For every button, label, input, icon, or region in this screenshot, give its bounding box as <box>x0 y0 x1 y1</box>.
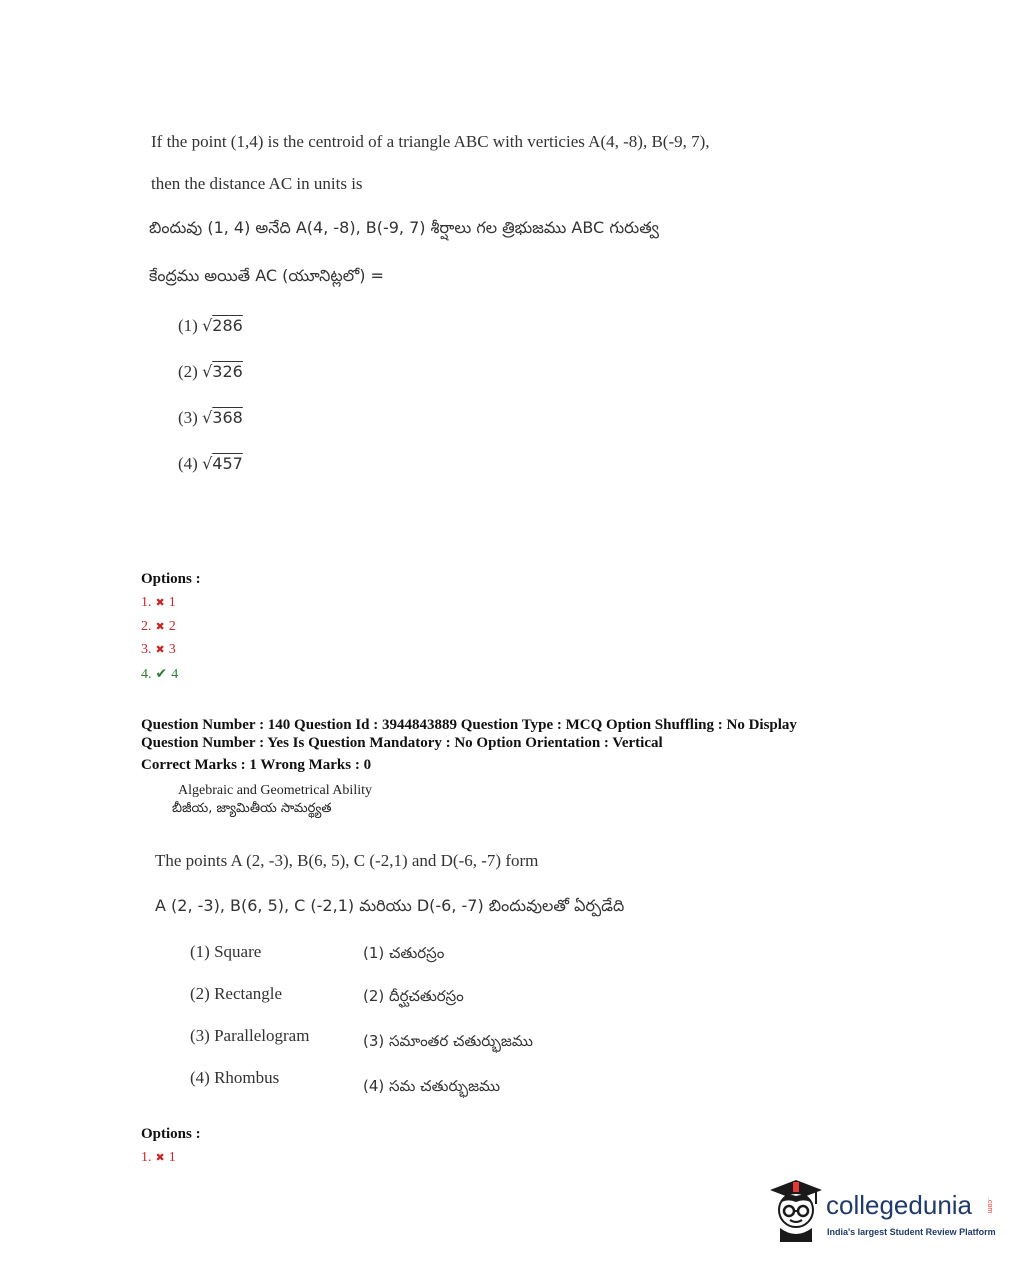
question-2-choice-4-te: (4) సమ చతుర్భుజము <box>363 1077 501 1095</box>
option-row-4: 4. ✔ 4 <box>141 666 179 682</box>
question-2-text: The points A (2, -3), B(6, 5), C (-2,1) and D(-6, -7) form <box>155 851 539 870</box>
question-2-choice-4-en: (4) Rhombus <box>190 1068 280 1087</box>
question-2-choice-3-te: (3) సమాంతర చతుర్భుజము <box>363 1032 533 1050</box>
cross-icon: ✖ <box>155 596 165 609</box>
subject-english: Algebraic and Geometrical Ability <box>178 783 372 798</box>
question-1-text-line1: If the point (1,4) is the centroid of a triangle ABC with verticies A(4, -8), B(-9, 7), <box>151 132 710 151</box>
question-marks: Correct Marks : 1 Wrong Marks : 0 <box>141 757 372 773</box>
question-1-choice-1: (1) √286 <box>178 316 243 335</box>
options-label: Options : <box>141 1126 201 1142</box>
question-2-telugu: A (2, -3), B(6, 5), C (-2,1) మరియు D(-6, -7) బిందువులతో ఏర్పడేది <box>155 896 625 915</box>
logo-domain: .com <box>986 1198 993 1214</box>
question-1-text-line2: then the distance AC in units is <box>151 174 363 193</box>
question-meta-line2: Question Number : Yes Is Question Mandatory : No Option Orientation : Vertical <box>141 735 663 751</box>
question-2-choice-2-en: (2) Rectangle <box>190 984 283 1003</box>
question-1-choice-2: (2) √326 <box>178 362 243 381</box>
option-row-1: 1. ✖ 1 <box>141 595 176 610</box>
cross-icon: ✖ <box>155 1151 165 1164</box>
check-icon: ✔ <box>155 666 168 682</box>
question-2-choice-1-en: (1) Square <box>190 942 262 961</box>
option-row-3: 3. ✖ 3 <box>141 642 176 657</box>
cross-icon: ✖ <box>155 620 165 633</box>
logo-tagline: India's largest Student Review Platform <box>827 1227 996 1237</box>
question-2-choice-1-te: (1) చతురస్రం <box>363 944 445 962</box>
option-row-1: 1. ✖ 1 <box>141 1150 176 1165</box>
question-2-choice-3-en: (3) Parallelogram <box>190 1026 310 1045</box>
collegedunia-mascot-icon <box>766 1178 826 1242</box>
option-row-2: 2. ✖ 2 <box>141 619 176 634</box>
question-meta-line1: Question Number : 140 Question Id : 3944843889 Question Type : MCQ Option Shuffling : No Display <box>141 717 797 733</box>
subject-telugu: బీజీయ, జ్యామితీయ సామర్థ్యత <box>172 801 332 816</box>
cross-icon: ✖ <box>155 643 165 656</box>
question-2-choice-2-te: (2) దీర్ఘచతురస్రం <box>363 987 464 1005</box>
question-1-choice-3: (3) √368 <box>178 408 243 427</box>
collegedunia-logo-text: collegedunia <box>826 1190 973 1220</box>
question-1-choice-4: (4) √457 <box>178 454 243 473</box>
options-label: Options : <box>141 571 201 587</box>
question-1-telugu-line2: కేంద్రము అయితే AC (యూనిట్లలో) = <box>149 266 384 285</box>
question-1-telugu-line1: బిందువు (1, 4) అనేది A(4, -8), B(-9, 7) శీర్షాలు గల త్రిభుజము ABC గురుత్వ <box>149 218 659 237</box>
